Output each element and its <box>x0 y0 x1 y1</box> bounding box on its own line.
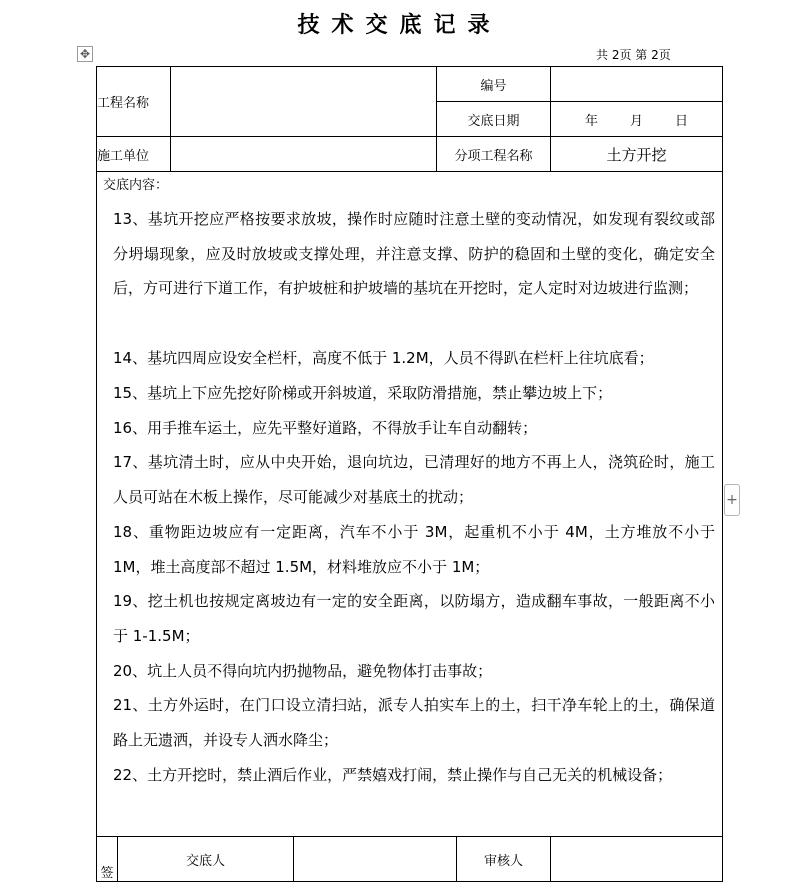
date-field[interactable] <box>551 102 723 137</box>
content-paragraph-15: 15、基坑上下应先挖好阶梯或开斜坡道，采取防滑措施，禁止攀边坡上下； <box>113 384 613 402</box>
page-count: 共 2页 第 2页 <box>596 48 671 62</box>
date-day: 日 <box>675 113 689 129</box>
table-move-handle-icon[interactable]: ✥ <box>77 46 93 62</box>
content-paragraph-22: 22、土方开挖时，禁止酒后作业，严禁嬉戏打闹，禁止操作与自己无关的机械设备； <box>113 766 673 784</box>
sign-label: 签 <box>97 837 118 882</box>
disclosure-content-area[interactable] <box>97 172 723 837</box>
content-paragraph-19: 19、挖土机也按规定离坡边有一定的安全距离，以防塌方，造成翻车事故，一般距离不小于 1-1.5M； <box>113 592 715 645</box>
document-title: 技术交底记录 <box>297 12 502 38</box>
subproject-name-label: 分项工程名称 <box>437 137 551 172</box>
content-paragraph-17: 17、基坑清土时，应从中央开始，退向坑边，已清理好的地方不再上人，浇筑砼时，施工人员可站在木板上操作，尽可能减少对基底土的扰动； <box>113 453 715 506</box>
disclosure-table <box>96 66 723 882</box>
content-paragraph-13: 13、基坑开挖应严格按要求放坡，操作时应随时注意土壁的变动情况，如发现有裂纹或部分坍塌现象，应及时放坡或支撑处理，并注意支撑、防护的稳固和土壁的变化，确定安全后，方可进行下道工作，有护坡桩和护坡墙的基坑在开挖时，定人定时对边坡进行监测； <box>113 210 715 298</box>
content-paragraph-21: 21、土方外运时，在门口设立清扫站，派专人拍实车上的土，扫干净车轮上的土，确保道路上无遗洒，并设专人洒水降尘； <box>113 696 715 749</box>
construction-unit-field[interactable] <box>171 137 437 172</box>
project-name-label: 工程名称 <box>97 67 171 137</box>
content-label: 交底内容： <box>103 178 169 193</box>
content-paragraph-16: 16、用手推车运土，应先平整好道路，不得放手让车自动翻转； <box>113 419 538 437</box>
reviewer-label: 审核人 <box>457 837 551 882</box>
reviewer-field[interactable] <box>551 837 723 882</box>
content-paragraph-18: 18、重物距边坡应有一定距离，汽车不小于 3M，起重机不小于 4M，土方堆放不小于 1M，堆土高度部不超过 1.5M，材料堆放应不小于 1M； <box>113 523 715 576</box>
date-label: 交底日期 <box>437 102 551 137</box>
number-label: 编号 <box>437 67 551 102</box>
date-month: 月 <box>630 113 644 129</box>
content-paragraph-20: 20、坑上人员不得向坑内扔抛物品，避免物体打击事故； <box>113 662 493 680</box>
submitter-field[interactable] <box>294 837 457 882</box>
add-plus-icon[interactable]: + <box>724 484 740 516</box>
project-name-field[interactable] <box>171 67 437 137</box>
construction-unit-label: 施工单位 <box>97 137 171 172</box>
date-year: 年 <box>585 113 599 129</box>
subproject-name-value[interactable]: 土方开挖 <box>551 137 723 172</box>
submitter-label: 交底人 <box>118 837 294 882</box>
number-field[interactable] <box>551 67 723 102</box>
content-paragraph-14: 14、基坑四周应设安全栏杆，高度不低于 1.2M，人员不得趴在栏杆上往坑底看； <box>113 349 654 367</box>
